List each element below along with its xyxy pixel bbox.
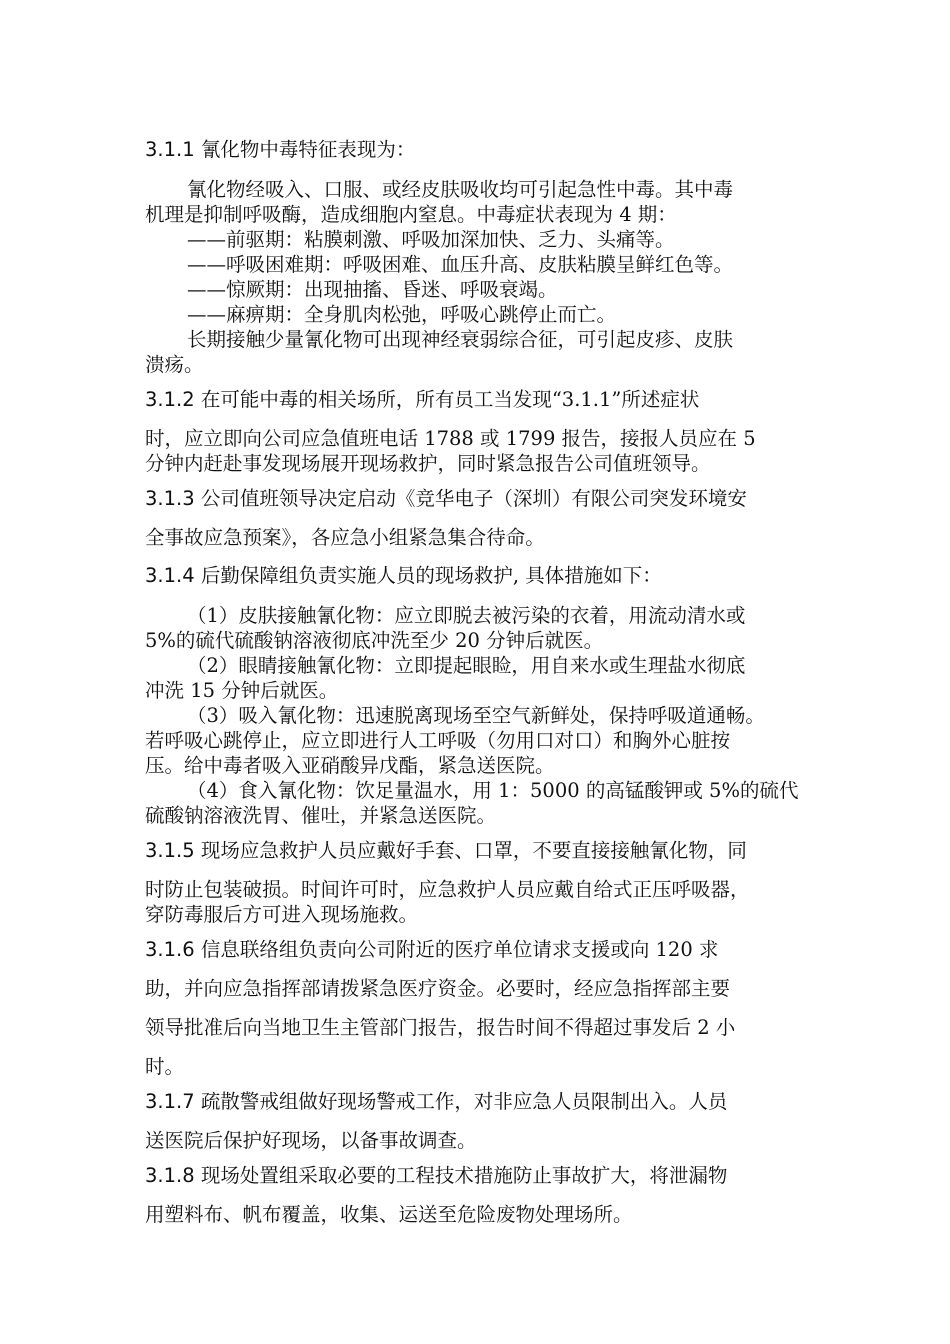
heading-3-1-5 (145, 839, 825, 863)
heading-3-1-3 (145, 487, 825, 511)
section-number: 3.1.3 (145, 487, 195, 510)
heading-3-1-4 (145, 564, 825, 588)
list-item: ——惊厥期：出现抽搐、昏迷、呼吸衰竭。 (187, 278, 558, 301)
paragraph-line: 硫酸钠溶液洗胃、催吐，并紧急送医院。 (145, 804, 497, 827)
section-text: 现场应急救护人员应戴好手套、口罩，不要直接接触氰化物，同 (194, 839, 747, 862)
paragraph-line: 5%的硫代硫酸钠溶液彻底冲洗至少 20 分钟后就医。 (145, 629, 604, 652)
list-item: （2）眼睛接触氰化物：立即提起眼睑，用自来水或生理盐水彻底 (187, 654, 746, 677)
paragraph-line: 助，并向应急指挥部请拨紧急医疗资金。必要时，经应急指挥部主要 (145, 977, 731, 1000)
paragraph-line: 时。 (145, 1055, 185, 1078)
section-number: 3.1.2 (145, 388, 195, 411)
list-item: ——前驱期：粘膜刺激、呼吸加深加快、乏力、头痛等。 (187, 228, 675, 251)
list-item: （1）皮肤接触氰化物：应立即脱去被污染的衣着，用流动清水或 (187, 604, 746, 627)
paragraph-line: 机理是抑制呼吸酶，造成细胞内窒息。中毒症状表现为 4 期： (145, 203, 677, 226)
heading-3-1-6 (145, 938, 825, 962)
heading-3-1-8 (145, 1164, 825, 1188)
list-item: ——麻痹期：全身肌肉松弛，呼吸心跳停止而亡。 (187, 303, 617, 326)
section-text: 疏散警戒组做好现场警戒工作，对非应急人员限制出入。人员 (194, 1090, 728, 1113)
paragraph-line: 时防止包装破损。时间许可时，应急救护人员应戴自给式正压呼吸器， (145, 878, 750, 901)
heading-3-1-1 (145, 138, 825, 162)
section-text: 氰化物中毒特征表现为： (194, 138, 416, 161)
list-item: （3）吸入氰化物：迅速脱离现场至空气新鲜处，保持呼吸道通畅。 (187, 704, 765, 727)
section-number: 3.1.7 (145, 1090, 195, 1113)
paragraph-line: 时，应立即向公司应急值班电话 1788 或 1799 报告，接报人员应在 5 (145, 427, 756, 450)
section-number: 3.1.1 (145, 138, 195, 161)
section-number: 3.1.8 (145, 1164, 195, 1187)
heading-3-1-7 (145, 1090, 825, 1114)
section-text: 后勤保障组负责实施人员的现场救护, 具体措施如下： (194, 564, 662, 587)
paragraph-line: 用塑料布、帆布覆盖，收集、运送至危险废物处理场所。 (145, 1203, 633, 1226)
list-item: （4）食入氰化物：饮足量温水，用 1：5000 的高锰酸钾或 5%的硫代 (187, 779, 799, 802)
section-number: 3.1.4 (145, 564, 195, 587)
section-number: 3.1.5 (145, 839, 195, 862)
paragraph-line: 氰化物经吸入、口服、或经皮肤吸收均可引起急性中毒。其中毒 (187, 178, 734, 201)
paragraph-line: 穿防毒服后方可进入现场施救。 (145, 903, 419, 926)
section-text: 公司值班领导决定启动《竞华电子（深圳）有限公司突发环境安 (194, 487, 747, 510)
paragraph-line: 领导批准后向当地卫生主管部门报告，报告时间不得超过事发后 2 小 (145, 1016, 736, 1039)
paragraph-line: 长期接触少量氰化物可出现神经衰弱综合征，可引起皮疹、皮肤 (187, 328, 734, 351)
list-item: ——呼吸困难期：呼吸困难、血压升高、皮肤粘膜呈鲜红色等。 (187, 253, 734, 276)
section-text: 信息联络组负责向公司附近的医疗单位请求支援或向 120 求 (194, 938, 719, 961)
section-text: 在可能中毒的相关场所，所有员工当发现“3.1.1”所述症状 (194, 388, 700, 411)
paragraph-line: 压。给中毒者吸入亚硝酸异戊酯，紧急送医院。 (145, 754, 555, 777)
paragraph-line: 全事故应急预案》，各应急小组紧急集合待命。 (145, 526, 545, 549)
section-text: 现场处置组采取必要的工程技术措施防止事故扩大，将泄漏物 (194, 1164, 728, 1187)
paragraph-line: 溃疡。 (145, 353, 204, 376)
paragraph-line: 若呼吸心跳停止，应立即进行人工呼吸（勿用口对口）和胸外心脏按 (145, 729, 731, 752)
paragraph-line: 送医院后保护好现场，以备事故调查。 (145, 1129, 477, 1152)
paragraph-line: 冲洗 15 分钟后就医。 (145, 679, 339, 702)
paragraph-line: 分钟内赶赴事发现场展开现场救护，同时紧急报告公司值班领导。 (145, 452, 711, 475)
section-number: 3.1.6 (145, 938, 195, 961)
heading-3-1-2 (145, 388, 825, 412)
